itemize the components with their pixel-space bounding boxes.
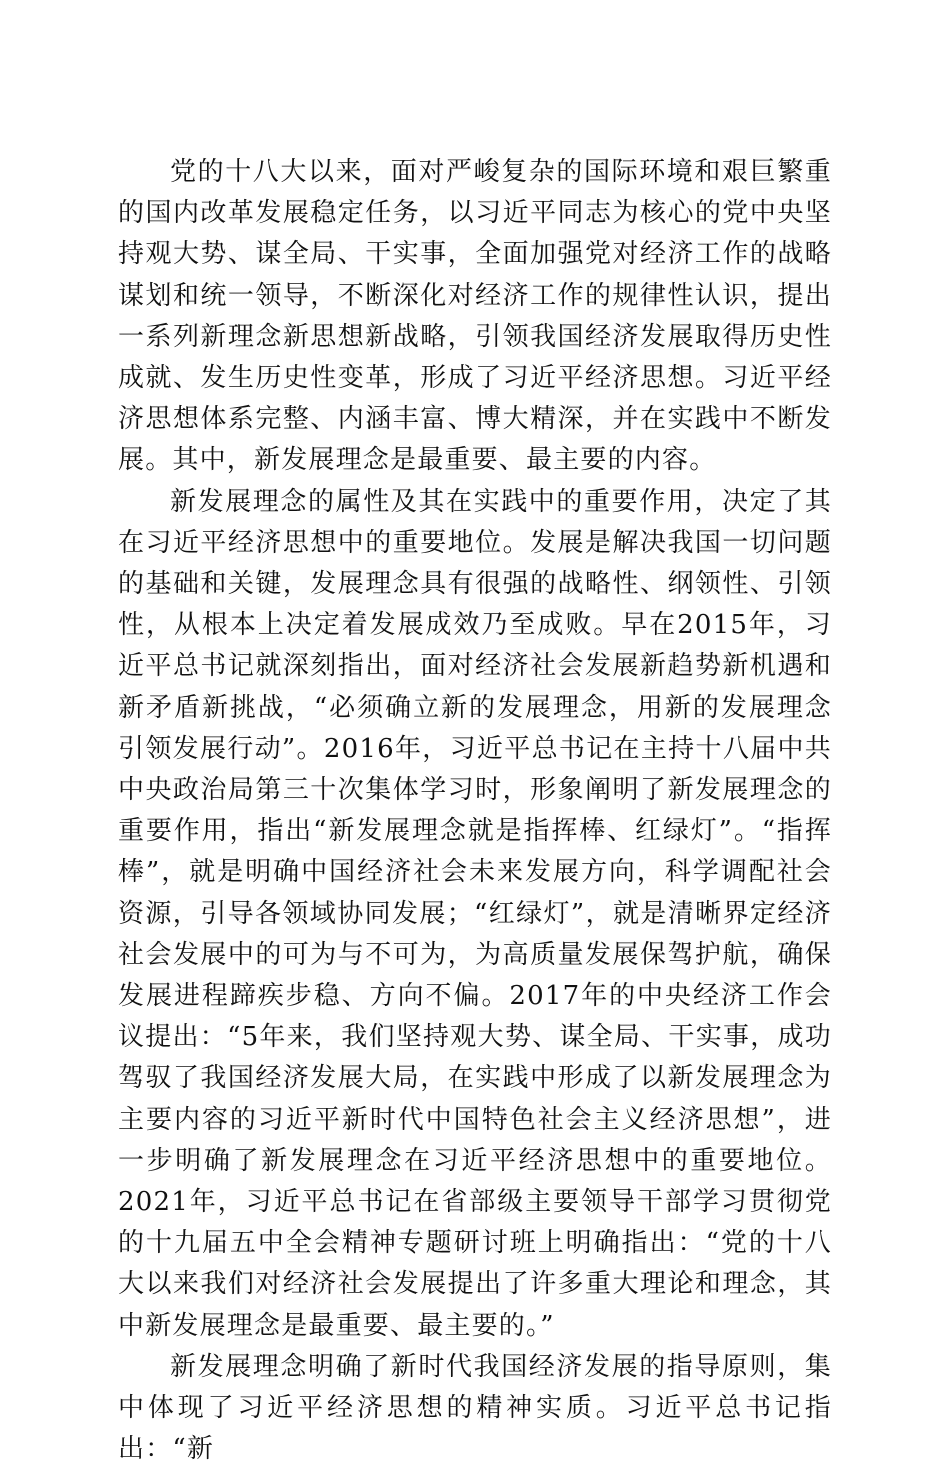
paragraph-2: 新发展理念的属性及其在实践中的重要作用，决定了其在习近平经济思想中的重要地位。发展是解决我国一切问题的基础和关键，发展理念具有很强的战略性、纲领性、引领性，从根本上决定着发展成效乃至成败。早在2015年，习近平总书记就深刻指出，面对经济社会发展新趋势新机遇和新矛盾新挑战，“必须确立新的发展理念，用新的发展理念引领发展行动”。2016年，习近平总书记在主持十八届中共中央政治局第三十次集体学习时，形象阐明了新发展理念的重要作用，指出“新发展理念就是指挥棒、红绿灯”。“指挥棒”，就是明确中国经济社会未来发展方向，科学调配社会资源，引导各领域协同发展；“红绿灯”，就是清晰界定经济社会发展中的可为与不可为，为高质量发展保驾护航，确保发展进程蹄疾步稳、方向不偏。2017年的中央经济工作会议提出：“5年来，我们坚持观大势、谋全局、干实事，成功驾驭了我国经济发展大局，在实践中形成了以新发展理念为主要内容的习近平新时代中国特色社会主义经济思想”，进一步明确了新发展理念在习近平经济思想中的重要地位。2021年，习近平总书记在省部级主要领导干部学习贯彻党的十九届五中全会精神专题研讨班上明确指出：“党的十八大以来我们对经济社会发展提出了许多重大理论和理念，其中新发展理念是最重要、最主要的。” [118, 486, 832, 1341]
body-text [118, 152, 832, 1471]
paragraph-3: 新发展理念明确了新时代我国经济发展的指导原则，集中体现了习近平经济思想的精神实质。习近平总书记指出：“新 [118, 1351, 832, 1465]
paragraph-1: 党的十八大以来，面对严峻复杂的国际环境和艰巨繁重的国内改革发展稳定任务，以习近平同志为核心的党中央坚持观大势、谋全局、干实事，全面加强党对经济工作的战略谋划和统一领导，不断深化对经济工作的规律性认识，提出一系列新理念新思想新战略，引领我国经济发展取得历史性成就、发生历史性变革，形成了习近平经济思想。习近平经济思想体系完整、内涵丰富、博大精深，并在实践中不断发展。其中，新发展理念是最重要、最主要的内容。 [118, 157, 832, 476]
